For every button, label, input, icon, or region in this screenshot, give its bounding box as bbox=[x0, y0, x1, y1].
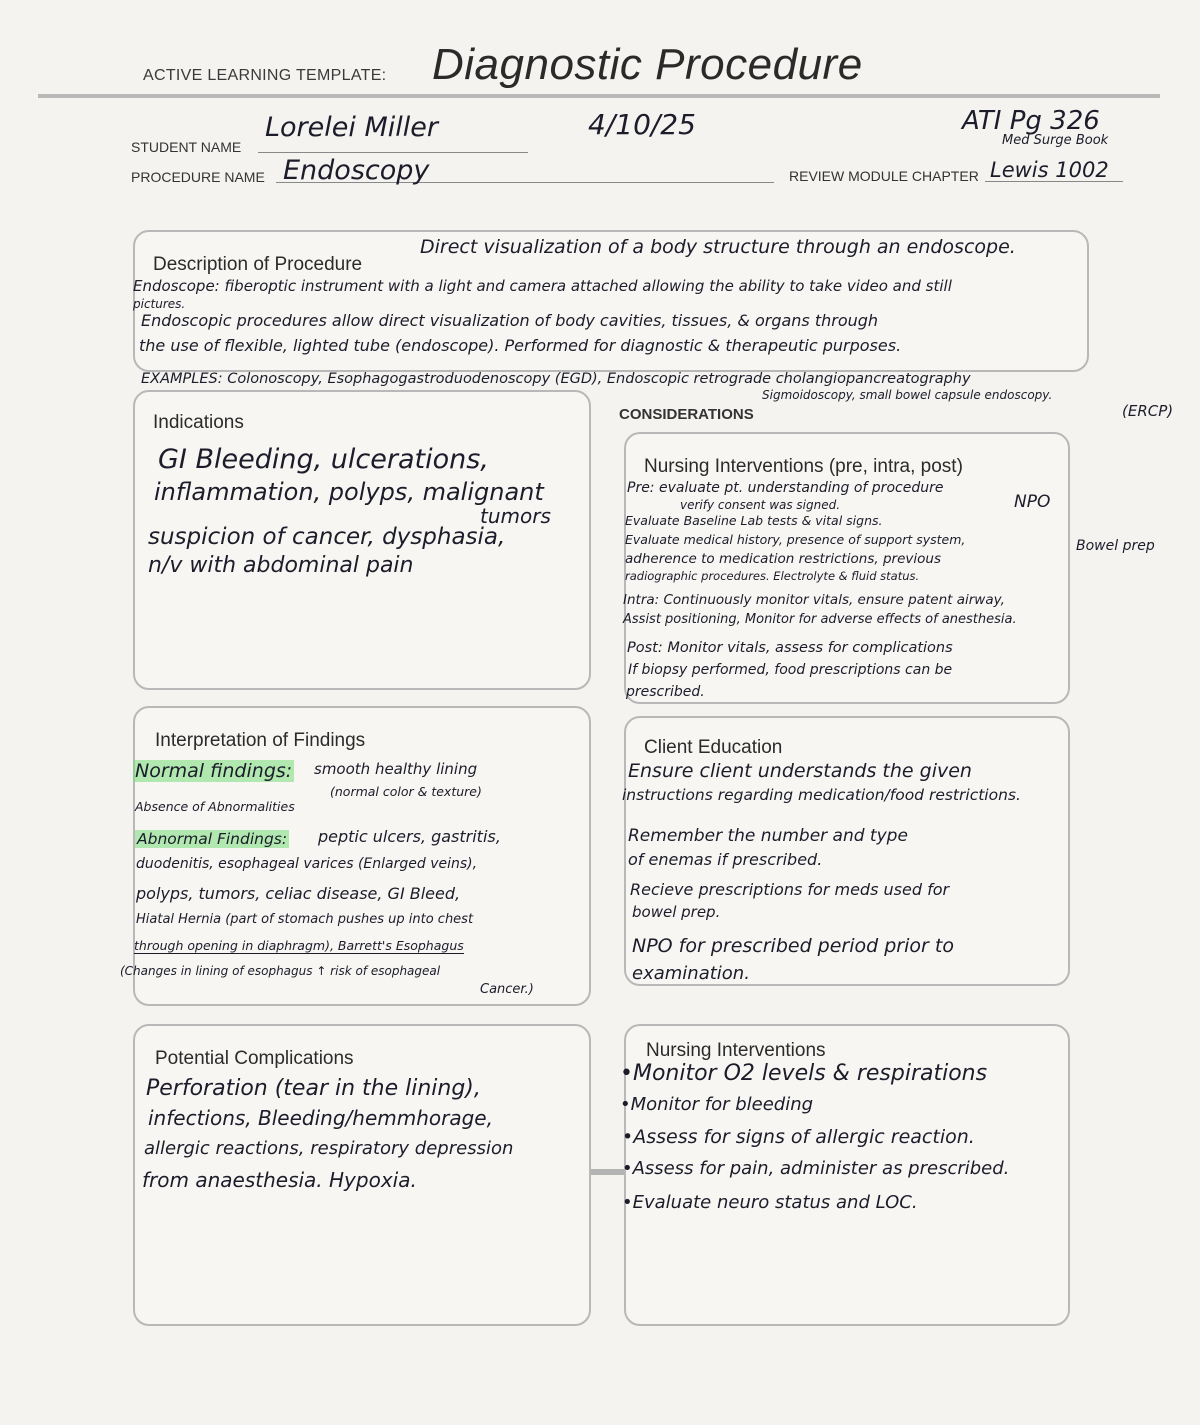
student-name-value[interactable]: Lorelei Miller bbox=[265, 112, 438, 143]
nursing-ppp-line: radiographic procedures. Electrolyte & fluid status. bbox=[625, 569, 920, 583]
normal-findings-line: Absence of Abnormalities bbox=[135, 799, 295, 814]
nursing-ppp-line: Evaluate Baseline Lab tests & vital signs. bbox=[625, 513, 883, 528]
nursing-ppp-line: Pre: evaluate pt. understanding of procedure bbox=[627, 480, 944, 496]
student-name-label: STUDENT NAME bbox=[131, 139, 242, 155]
box-connector bbox=[591, 1169, 625, 1175]
indications-line: inflammation, polyps, malignant bbox=[154, 478, 544, 506]
description-line: pictures. bbox=[133, 297, 186, 311]
nursing-interventions-line: •Assess for signs of allergic reaction. bbox=[622, 1126, 975, 1148]
nursing-ppp-line: Assist positioning, Monitor for adverse effects of anesthesia. bbox=[623, 612, 1017, 627]
considerations-label: CONSIDERATIONS bbox=[619, 406, 754, 423]
client-education-line: Recieve prescriptions for meds used for bbox=[630, 880, 950, 899]
indications-title: Indications bbox=[153, 412, 244, 433]
client-education-line: Ensure client understands the given bbox=[628, 760, 972, 782]
review-module-label: REVIEW MODULE CHAPTER bbox=[789, 168, 979, 184]
indications-line: GI Bleeding, ulcerations, bbox=[158, 444, 489, 475]
complications-line: from anaesthesia. Hypoxia. bbox=[142, 1168, 417, 1192]
normal-findings-highlight: Normal findings: bbox=[135, 760, 293, 782]
interpretation-title: Interpretation of Findings bbox=[155, 730, 366, 751]
examples-line: Sigmoidoscopy, small bowel capsule endoscopy. bbox=[762, 388, 1053, 402]
client-education-line: examination. bbox=[632, 963, 750, 984]
client-education-line: of enemas if prescribed. bbox=[628, 850, 823, 869]
complications-title: Potential Complications bbox=[155, 1048, 354, 1069]
nursing-ppp-line: Evaluate medical history, presence of support system, bbox=[625, 532, 966, 547]
nursing-interventions-line: •Assess for pain, administer as prescribed. bbox=[622, 1158, 1010, 1179]
date-value[interactable]: 4/10/25 bbox=[588, 108, 696, 141]
description-line: the use of flexible, lighted tube (endoscope). Performed for diagnostic & therapeutic purposes. bbox=[139, 336, 902, 355]
template-title: Diagnostic Procedure bbox=[432, 40, 863, 89]
description-title: Description of Procedure bbox=[153, 254, 363, 275]
nursing-ppp-line: Post: Monitor vitals, assess for complications bbox=[627, 640, 953, 656]
abnormal-findings-label bbox=[135, 830, 289, 848]
abnormal-findings-line: peptic ulcers, gastritis, bbox=[318, 827, 501, 846]
abnormal-findings-line: polyps, tumors, celiac disease, GI Bleed, bbox=[136, 884, 461, 903]
nursing-interventions-line: •Evaluate neuro status and LOC. bbox=[622, 1192, 918, 1213]
examples-line: EXAMPLES: Colonoscopy, Esophagogastroduodenoscopy (EGD), Endoscopic retrograde cholangiopancreatography bbox=[141, 371, 971, 387]
examples-line: (ERCP) bbox=[1122, 402, 1174, 420]
abnormal-findings-line: Hiatal Hernia (part of stomach pushes up into chest bbox=[136, 912, 474, 927]
abnormal-findings-underlined: through opening in diaphragm), Barrett's Esophagus bbox=[134, 938, 464, 953]
nursing-ppp-line: Intra: Continuously monitor vitals, ensure patent airway, bbox=[623, 592, 1005, 608]
nursing-interventions-title: Nursing Interventions bbox=[646, 1040, 826, 1061]
procedure-name-value[interactable]: Endoscopy bbox=[283, 155, 430, 186]
client-education-line: bowel prep. bbox=[632, 903, 721, 921]
normal-findings-label bbox=[133, 760, 294, 782]
description-line: Direct visualization of a body structure through an endoscope. bbox=[420, 236, 1016, 258]
nursing-interventions-line: •Monitor O2 levels & respirations bbox=[620, 1061, 988, 1086]
nursing-ppp-line: adherence to medication restrictions, previous bbox=[625, 551, 941, 567]
student-name-line bbox=[258, 152, 528, 153]
indications-line: tumors bbox=[480, 504, 551, 528]
normal-findings-line: smooth healthy lining bbox=[314, 760, 478, 778]
nursing-interventions-ppp-title: Nursing Interventions (pre, intra, post) bbox=[644, 456, 963, 477]
client-education-title: Client Education bbox=[644, 737, 783, 758]
nursing-ppp-line: Bowel prep bbox=[1076, 538, 1155, 554]
abnormal-findings-line bbox=[134, 938, 464, 953]
header-divider bbox=[38, 94, 1160, 98]
reference-sub: Med Surge Book bbox=[1002, 133, 1109, 148]
description-line: Endoscope: fiberoptic instrument with a light and camera attached allowing the ability to take video and still bbox=[133, 277, 952, 295]
complications-line: allergic reactions, respiratory depression bbox=[144, 1138, 514, 1159]
complications-line: Perforation (tear in the lining), bbox=[146, 1076, 481, 1101]
abnormal-findings-line: duodenitis, esophageal varices (Enlarged veins), bbox=[136, 856, 478, 872]
nursing-ppp-line: NPO bbox=[1014, 492, 1051, 512]
description-line: Endoscopic procedures allow direct visualization of body cavities, tissues, & organs through bbox=[141, 311, 879, 330]
abnormal-findings-line: (Changes in lining of esophagus ↑ risk of esophageal bbox=[120, 964, 441, 978]
indications-line: n/v with abdominal pain bbox=[148, 553, 414, 578]
indications-line: suspicion of cancer, dysphasia, bbox=[148, 524, 506, 550]
abnormal-findings-highlight: Abnormal Findings: bbox=[137, 830, 288, 848]
abnormal-findings-line: Cancer.) bbox=[480, 982, 534, 997]
template-label: ACTIVE LEARNING TEMPLATE: bbox=[143, 67, 387, 84]
client-education-line: NPO for prescribed period prior to bbox=[632, 935, 954, 957]
reference-value[interactable]: ATI Pg 326 bbox=[962, 106, 1100, 136]
normal-findings-line: (normal color & texture) bbox=[330, 784, 482, 799]
nursing-interventions-line: •Monitor for bleeding bbox=[620, 1094, 814, 1115]
nursing-ppp-line: prescribed. bbox=[626, 684, 705, 700]
complications-line: infections, Bleeding/hemmhorage, bbox=[148, 1106, 493, 1130]
client-education-line: instructions regarding medication/food restrictions. bbox=[622, 786, 1021, 804]
nursing-ppp-line: verify consent was signed. bbox=[680, 498, 841, 512]
client-education-line: Remember the number and type bbox=[628, 826, 908, 846]
nursing-ppp-line: If biopsy performed, food prescriptions can be bbox=[628, 662, 953, 678]
review-module-value[interactable]: Lewis 1002 bbox=[990, 158, 1109, 182]
procedure-name-label: PROCEDURE NAME bbox=[131, 169, 265, 185]
